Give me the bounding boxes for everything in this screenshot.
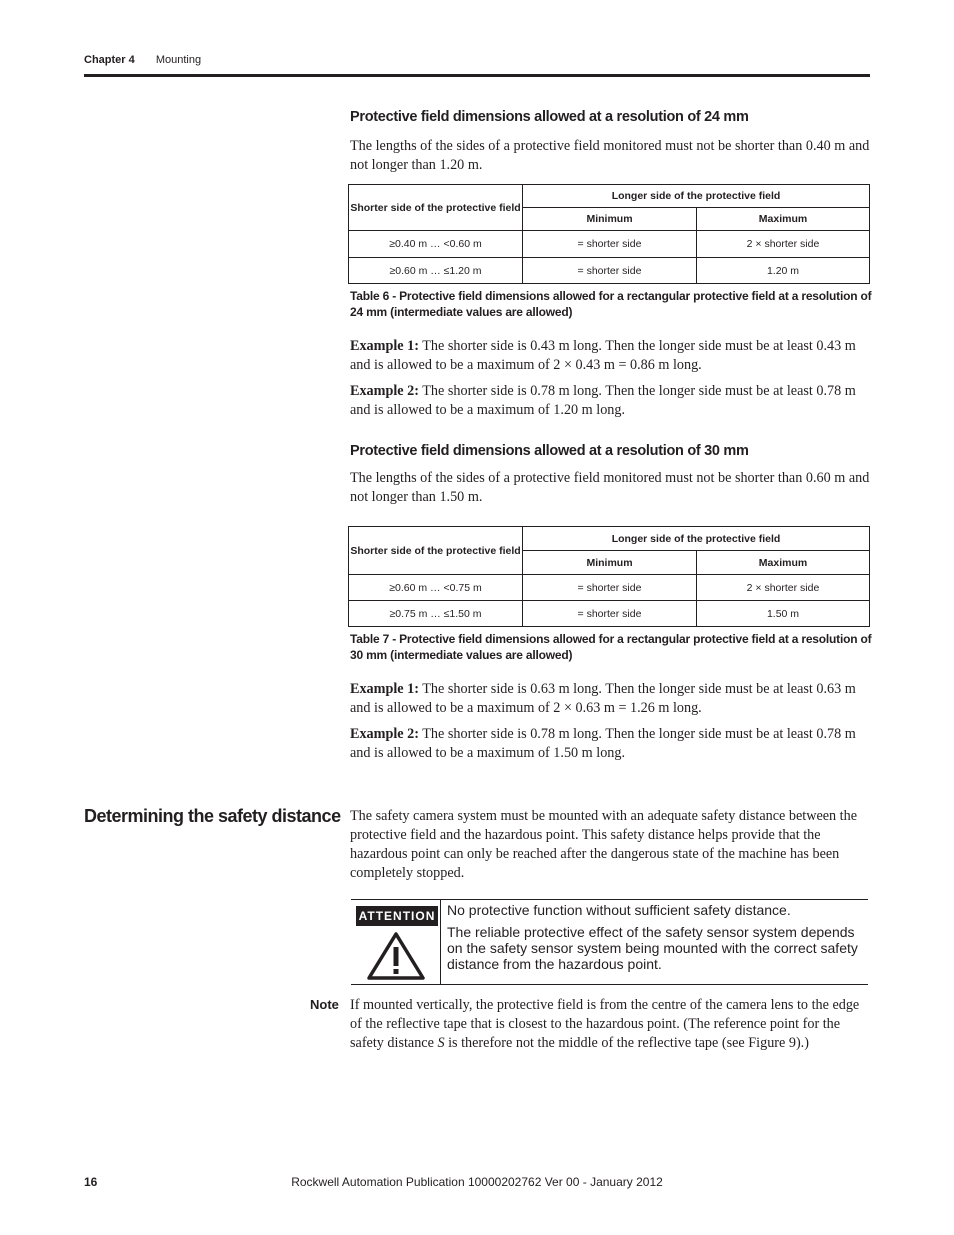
section-30mm-intro: The lengths of the sides of a protective field monitored must not be shorter than 0.60 m and not longer than 1.50 m. <box>350 470 870 505</box>
table-cell: = shorter side <box>523 258 697 284</box>
note-paragraph: If mounted vertically, the protective field is from the centre of the camera lens to the edge of the reflective tape that is closest to the hazardous point. (The reference point for the safety distance S is therefore not the middle of the reflective tape (see Figure 9).) <box>350 997 860 1051</box>
table-7-caption: Table 7 - Protective field dimensions allowed for a rectangular protective field at a resolution of 30 mm (intermediate values are allowed) <box>350 632 872 662</box>
note-body <box>350 996 870 1053</box>
chapter-section: Mounting <box>155 54 202 66</box>
section-24mm-heading: Protective field dimensions allowed at a resolution of 24 mm <box>350 109 749 125</box>
publication-footer: Rockwell Automation Publication 10000202762 Ver 00 - January 2012 <box>291 1175 663 1189</box>
example-1: Example 1: The shorter side is 0.63 m long. Then the longer side must be at least 0.63 m and is allowed to be a maximum of 2 × 0.63 m = 1.26 m long. <box>350 681 856 716</box>
section-30mm-examples <box>350 680 870 763</box>
chapter-label: Chapter 4 <box>84 54 135 66</box>
attention-left-panel <box>351 900 441 984</box>
table-6-max-header: Maximum <box>697 208 870 231</box>
section-title: Determining the safety distance <box>84 806 341 826</box>
attention-line-1: No protective function without sufficient safety distance. <box>447 902 791 918</box>
table-row <box>349 258 870 284</box>
table-row <box>349 231 870 258</box>
table-7-min-header: Minimum <box>523 551 697 575</box>
table-cell: 1.50 m <box>697 601 870 627</box>
section-30mm <box>350 443 870 507</box>
example-1: Example 1: The shorter side is 0.43 m long. Then the longer side must be at least 0.43 m and is allowed to be a maximum of 2 × 0.43 m = 0.86 m long. <box>350 338 856 373</box>
table-7 <box>348 526 870 627</box>
attention-box <box>351 899 868 985</box>
attention-badge: ATTENTION <box>356 906 438 926</box>
warning-triangle-icon <box>367 932 425 980</box>
table-cell: ≥0.40 m … <0.60 m <box>349 231 523 258</box>
table-7-group-header: Longer side of the protective field <box>523 527 870 551</box>
table-cell: 2 × shorter side <box>697 575 870 601</box>
section-24mm <box>350 109 870 175</box>
attention-line-2: The reliable protective effect of the safety sensor system depends on the safety sensor system being mounted with the correct safety distance from the hazardous point. <box>447 924 858 972</box>
section-30mm-heading: Protective field dimensions allowed at a resolution of 30 mm <box>350 443 749 459</box>
table-6-caption: Table 6 - Protective field dimensions allowed for a rectangular protective field at a resolution of 24 mm (intermediate values are allowed) <box>350 289 872 319</box>
table-row <box>349 575 870 601</box>
table-row <box>349 601 870 627</box>
table-cell: 2 × shorter side <box>697 231 870 258</box>
table-6-group-header: Longer side of the protective field <box>523 185 870 208</box>
example-2: Example 2: The shorter side is 0.78 m long. Then the longer side must be at least 0.78 m and is allowed to be a maximum of 1.50 m long. <box>350 726 856 761</box>
page-number: 16 <box>84 1175 98 1189</box>
table-cell: ≥0.75 m … ≤1.50 m <box>349 601 523 627</box>
table-cell: 1.20 m <box>697 258 870 284</box>
example-2: Example 2: The shorter side is 0.78 m long. Then the longer side must be at least 0.78 m and is allowed to be a maximum of 1.20 m long. <box>350 383 856 418</box>
table-cell: = shorter side <box>523 601 697 627</box>
header-rule <box>84 74 870 77</box>
attention-text <box>447 902 862 978</box>
safety-body <box>350 807 870 883</box>
table-cell: ≥0.60 m … <0.75 m <box>349 575 523 601</box>
table-7-col1-header: Shorter side of the protective field <box>349 527 523 575</box>
section-24mm-examples <box>350 337 870 420</box>
table-6-col1-header: Shorter side of the protective field <box>349 185 523 231</box>
running-header <box>84 54 201 66</box>
table-6 <box>348 184 870 284</box>
table-cell: ≥0.60 m … ≤1.20 m <box>349 258 523 284</box>
note-label: Note <box>310 997 339 1012</box>
table-cell: = shorter side <box>523 231 697 258</box>
table-cell: = shorter side <box>523 575 697 601</box>
table-7-max-header: Maximum <box>697 551 870 575</box>
safety-paragraph: The safety camera system must be mounted with an adequate safety distance between the protective field and the hazardous point. This safety distance helps provide that the hazardous point can only be reached after the dangerous state of the machine has been completely stopped. <box>350 808 858 881</box>
section-24mm-intro: The lengths of the sides of a protective field monitored must not be shorter than 0.40 m and not longer than 1.20 m. <box>350 138 870 173</box>
table-6-min-header: Minimum <box>523 208 697 231</box>
